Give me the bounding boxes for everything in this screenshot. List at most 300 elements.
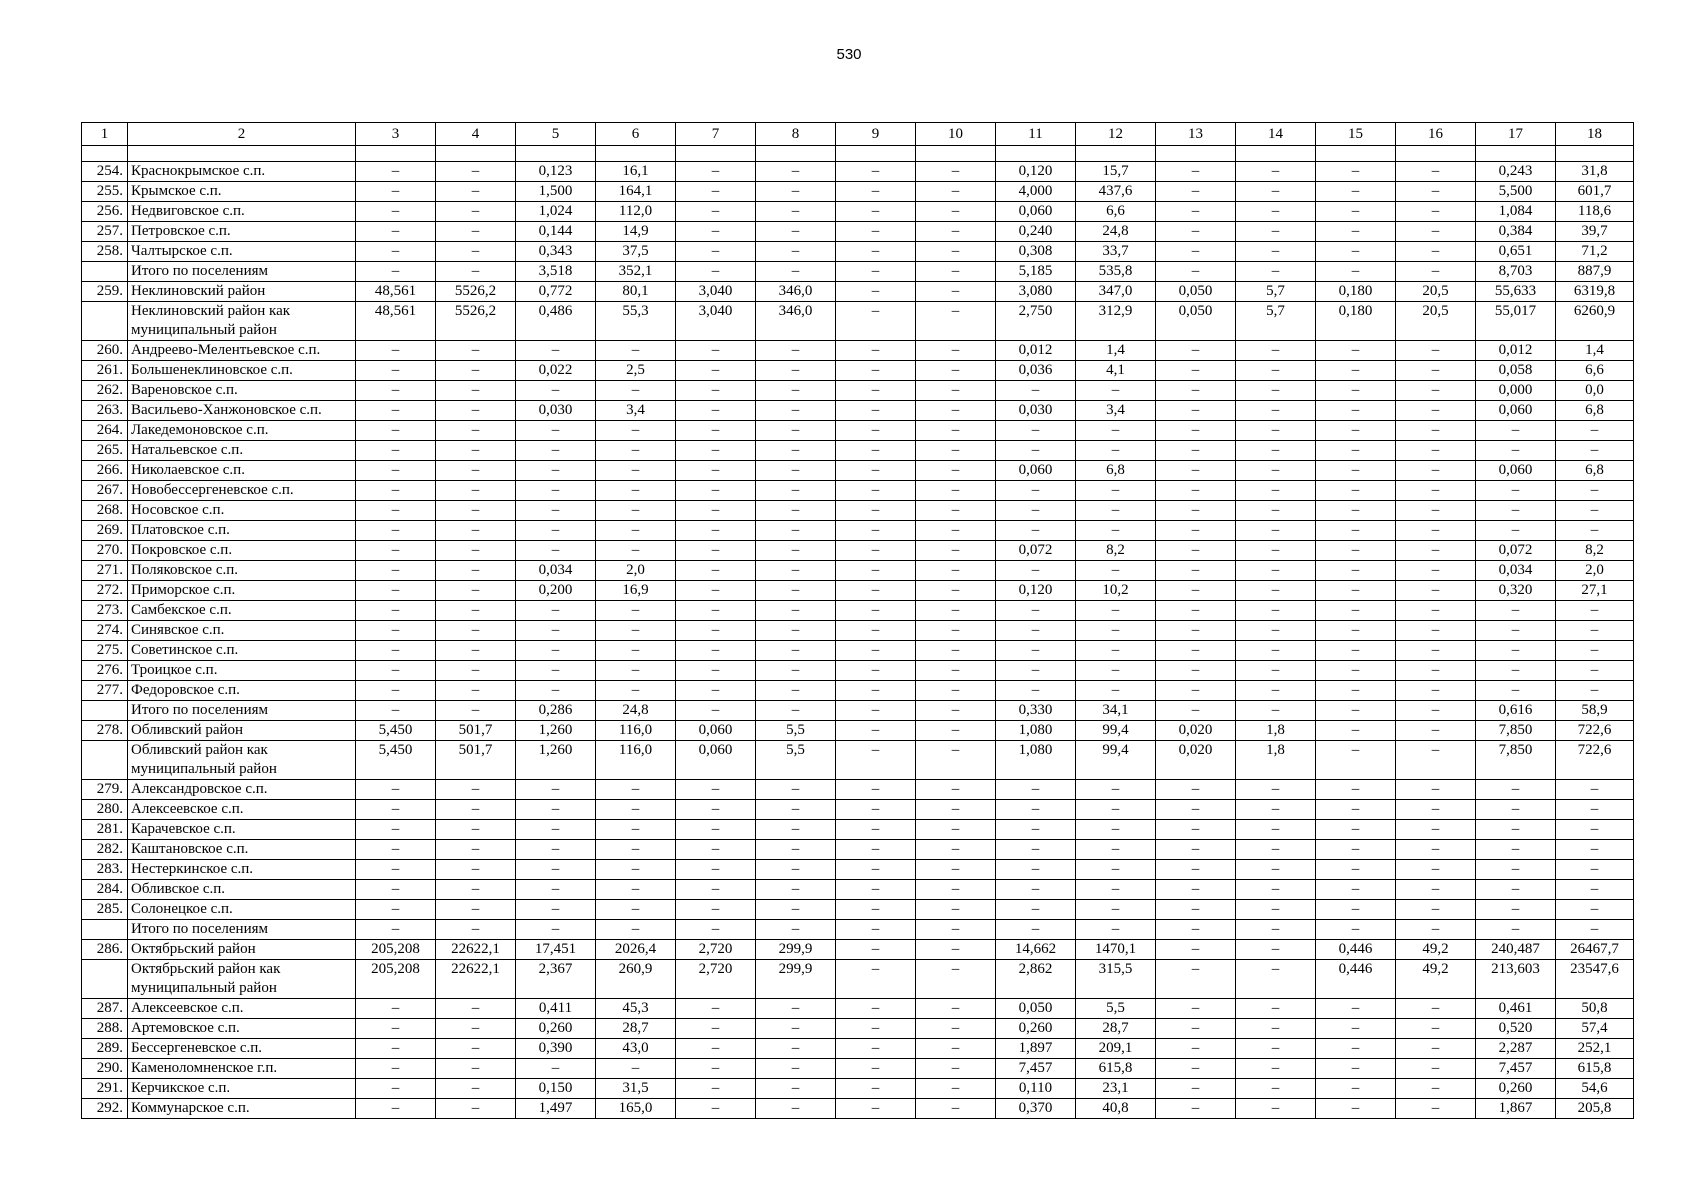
row-number: 257. xyxy=(82,222,128,242)
cell-col-18: – xyxy=(1556,920,1634,940)
cell-col-17: 55,017 xyxy=(1476,302,1556,341)
cell-col-3: – xyxy=(356,441,436,461)
separator-row xyxy=(82,146,1634,162)
cell-col-16: – xyxy=(1396,501,1476,521)
cell-col-10: – xyxy=(916,521,996,541)
table-row xyxy=(82,800,1634,820)
cell-col-5: 0,390 xyxy=(516,1039,596,1059)
cell-col-12: 1470,1 xyxy=(1076,940,1156,960)
cell-col-5: – xyxy=(516,900,596,920)
cell-col-13: – xyxy=(1156,601,1236,621)
cell-col-13: – xyxy=(1156,481,1236,501)
cell-col-16: – xyxy=(1396,880,1476,900)
row-number: 278. xyxy=(82,721,128,741)
cell-col-14: – xyxy=(1236,461,1316,481)
cell-col-9: – xyxy=(836,1099,916,1119)
row-number: 266. xyxy=(82,461,128,481)
column-header-18: 18 xyxy=(1556,123,1634,146)
cell-col-6: 164,1 xyxy=(596,182,676,202)
cell-col-17: 5,500 xyxy=(1476,182,1556,202)
row-name: Андреево-Мелентьевское с.п. xyxy=(128,341,356,361)
cell-col-17: 0,060 xyxy=(1476,401,1556,421)
cell-col-4: – xyxy=(436,421,516,441)
cell-col-5: 0,772 xyxy=(516,282,596,302)
cell-col-3: – xyxy=(356,900,436,920)
cell-col-16: – xyxy=(1396,661,1476,681)
cell-col-15: – xyxy=(1316,1099,1396,1119)
cell-col-9: – xyxy=(836,541,916,561)
separator-cell xyxy=(128,146,356,162)
cell-col-10: – xyxy=(916,721,996,741)
cell-col-17: 1,084 xyxy=(1476,202,1556,222)
cell-col-8: 299,9 xyxy=(756,960,836,999)
row-name: Каменоломненское г.п. xyxy=(128,1059,356,1079)
cell-col-15: – xyxy=(1316,681,1396,701)
row-number: 260. xyxy=(82,341,128,361)
cell-col-15: – xyxy=(1316,721,1396,741)
row-number: 254. xyxy=(82,162,128,182)
cell-col-18: 54,6 xyxy=(1556,1079,1634,1099)
cell-col-3: – xyxy=(356,202,436,222)
cell-col-17: 8,703 xyxy=(1476,262,1556,282)
cell-col-11: 0,072 xyxy=(996,541,1076,561)
cell-col-6: 112,0 xyxy=(596,202,676,222)
cell-col-16: – xyxy=(1396,621,1476,641)
cell-col-13: 0,050 xyxy=(1156,282,1236,302)
cell-col-10: – xyxy=(916,820,996,840)
cell-col-15: – xyxy=(1316,1079,1396,1099)
cell-col-8: – xyxy=(756,780,836,800)
row-number: 267. xyxy=(82,481,128,501)
cell-col-3: – xyxy=(356,361,436,381)
cell-col-6: – xyxy=(596,421,676,441)
cell-col-17: 240,487 xyxy=(1476,940,1556,960)
cell-col-13: – xyxy=(1156,621,1236,641)
cell-col-18: 26467,7 xyxy=(1556,940,1634,960)
cell-col-17: – xyxy=(1476,900,1556,920)
cell-col-12: 3,4 xyxy=(1076,401,1156,421)
cell-col-18: 1,4 xyxy=(1556,341,1634,361)
cell-col-13: – xyxy=(1156,521,1236,541)
cell-col-8: – xyxy=(756,840,836,860)
cell-col-17: 0,384 xyxy=(1476,222,1556,242)
cell-col-9: – xyxy=(836,162,916,182)
cell-col-3: – xyxy=(356,581,436,601)
cell-col-16: – xyxy=(1396,162,1476,182)
cell-col-10: – xyxy=(916,1099,996,1119)
cell-col-8: 5,5 xyxy=(756,721,836,741)
cell-col-4: – xyxy=(436,361,516,381)
cell-col-13: – xyxy=(1156,1079,1236,1099)
column-header-11: 11 xyxy=(996,123,1076,146)
cell-col-11: 0,330 xyxy=(996,701,1076,721)
cell-col-15: – xyxy=(1316,401,1396,421)
row-number: 258. xyxy=(82,242,128,262)
cell-col-11: – xyxy=(996,880,1076,900)
cell-col-3: – xyxy=(356,880,436,900)
row-number xyxy=(82,262,128,282)
cell-col-18: – xyxy=(1556,621,1634,641)
cell-col-17: – xyxy=(1476,521,1556,541)
cell-col-12: 40,8 xyxy=(1076,1099,1156,1119)
cell-col-16: – xyxy=(1396,341,1476,361)
row-name: Итого по поселениям xyxy=(128,701,356,721)
separator-cell xyxy=(82,146,128,162)
cell-col-17: – xyxy=(1476,421,1556,441)
cell-col-7: 2,720 xyxy=(676,960,756,999)
cell-col-10: – xyxy=(916,940,996,960)
cell-col-16: – xyxy=(1396,222,1476,242)
cell-col-7: – xyxy=(676,521,756,541)
cell-col-14: – xyxy=(1236,621,1316,641)
cell-col-6: – xyxy=(596,601,676,621)
cell-col-3: – xyxy=(356,481,436,501)
cell-col-11: – xyxy=(996,920,1076,940)
cell-col-16: – xyxy=(1396,900,1476,920)
cell-col-3: – xyxy=(356,381,436,401)
cell-col-10: – xyxy=(916,162,996,182)
cell-col-17: 2,287 xyxy=(1476,1039,1556,1059)
row-name: Петровское с.п. xyxy=(128,222,356,242)
cell-col-4: 22622,1 xyxy=(436,940,516,960)
cell-col-14: – xyxy=(1236,182,1316,202)
cell-col-3: – xyxy=(356,461,436,481)
cell-col-14: – xyxy=(1236,1019,1316,1039)
cell-col-6: – xyxy=(596,621,676,641)
table-row xyxy=(82,581,1634,601)
cell-col-17: – xyxy=(1476,661,1556,681)
cell-col-9: – xyxy=(836,581,916,601)
cell-col-8: – xyxy=(756,1099,836,1119)
cell-col-12: – xyxy=(1076,501,1156,521)
table-row xyxy=(82,341,1634,361)
cell-col-6: 16,1 xyxy=(596,162,676,182)
cell-col-8: – xyxy=(756,162,836,182)
row-name: Итого по поселениям xyxy=(128,920,356,940)
cell-col-17: 0,461 xyxy=(1476,999,1556,1019)
table-row xyxy=(82,999,1634,1019)
column-header-1: 1 xyxy=(82,123,128,146)
row-number: 275. xyxy=(82,641,128,661)
cell-col-11: – xyxy=(996,621,1076,641)
cell-col-9: – xyxy=(836,1059,916,1079)
cell-col-15: – xyxy=(1316,701,1396,721)
cell-col-15: – xyxy=(1316,741,1396,780)
cell-col-15: 0,446 xyxy=(1316,960,1396,999)
cell-col-10: – xyxy=(916,999,996,1019)
cell-col-5: 0,343 xyxy=(516,242,596,262)
cell-col-10: – xyxy=(916,601,996,621)
cell-col-7: – xyxy=(676,1099,756,1119)
cell-col-18: – xyxy=(1556,441,1634,461)
table-row xyxy=(82,621,1634,641)
cell-col-6: – xyxy=(596,501,676,521)
table-body xyxy=(82,146,1634,1119)
cell-col-18: 58,9 xyxy=(1556,701,1634,721)
separator-cell xyxy=(756,146,836,162)
cell-col-7: – xyxy=(676,840,756,860)
cell-col-8: – xyxy=(756,681,836,701)
table-row xyxy=(82,262,1634,282)
cell-col-14: – xyxy=(1236,1059,1316,1079)
cell-col-5: 0,286 xyxy=(516,701,596,721)
cell-col-3: 205,208 xyxy=(356,960,436,999)
cell-col-15: – xyxy=(1316,581,1396,601)
cell-col-14: – xyxy=(1236,860,1316,880)
cell-col-8: – xyxy=(756,661,836,681)
cell-col-9: – xyxy=(836,302,916,341)
cell-col-9: – xyxy=(836,1079,916,1099)
table-row xyxy=(82,521,1634,541)
cell-col-9: – xyxy=(836,501,916,521)
cell-col-13: – xyxy=(1156,381,1236,401)
cell-col-11: – xyxy=(996,681,1076,701)
cell-col-12: 34,1 xyxy=(1076,701,1156,721)
cell-col-4: – xyxy=(436,242,516,262)
cell-col-3: – xyxy=(356,860,436,880)
cell-col-6: – xyxy=(596,381,676,401)
table-row xyxy=(82,461,1634,481)
cell-col-3: – xyxy=(356,341,436,361)
cell-col-4: – xyxy=(436,1059,516,1079)
table-row xyxy=(82,1079,1634,1099)
cell-col-3: – xyxy=(356,222,436,242)
cell-col-18: 601,7 xyxy=(1556,182,1634,202)
table-row xyxy=(82,661,1634,681)
cell-col-9: – xyxy=(836,940,916,960)
cell-col-3: – xyxy=(356,621,436,641)
cell-col-10: – xyxy=(916,282,996,302)
cell-col-7: – xyxy=(676,581,756,601)
cell-col-6: 55,3 xyxy=(596,302,676,341)
cell-col-10: – xyxy=(916,1039,996,1059)
cell-col-4: – xyxy=(436,162,516,182)
cell-col-9: – xyxy=(836,182,916,202)
cell-col-14: – xyxy=(1236,780,1316,800)
cell-col-7: – xyxy=(676,820,756,840)
cell-col-5: 0,022 xyxy=(516,361,596,381)
cell-col-17: 0,243 xyxy=(1476,162,1556,182)
cell-col-12: – xyxy=(1076,601,1156,621)
cell-col-9: – xyxy=(836,721,916,741)
cell-col-10: – xyxy=(916,1079,996,1099)
cell-col-7: – xyxy=(676,262,756,282)
cell-col-14: – xyxy=(1236,581,1316,601)
cell-col-12: 99,4 xyxy=(1076,741,1156,780)
cell-col-8: 346,0 xyxy=(756,302,836,341)
cell-col-8: 5,5 xyxy=(756,741,836,780)
cell-col-9: – xyxy=(836,860,916,880)
cell-col-6: 352,1 xyxy=(596,262,676,282)
cell-col-6: 28,7 xyxy=(596,1019,676,1039)
cell-col-11: 7,457 xyxy=(996,1059,1076,1079)
cell-col-16: – xyxy=(1396,1059,1476,1079)
cell-col-15: 0,446 xyxy=(1316,940,1396,960)
cell-col-4: 501,7 xyxy=(436,721,516,741)
cell-col-11: 0,050 xyxy=(996,999,1076,1019)
cell-col-4: – xyxy=(436,222,516,242)
cell-col-14: – xyxy=(1236,541,1316,561)
cell-col-6: 2,0 xyxy=(596,561,676,581)
row-name: Натальевское с.п. xyxy=(128,441,356,461)
cell-col-7: – xyxy=(676,681,756,701)
cell-col-13: – xyxy=(1156,860,1236,880)
cell-col-12: – xyxy=(1076,421,1156,441)
cell-col-16: – xyxy=(1396,521,1476,541)
cell-col-9: – xyxy=(836,741,916,780)
cell-col-4: – xyxy=(436,1099,516,1119)
cell-col-10: – xyxy=(916,920,996,940)
cell-col-8: – xyxy=(756,262,836,282)
cell-col-10: – xyxy=(916,222,996,242)
page-number: 530 xyxy=(836,46,862,63)
cell-col-13: – xyxy=(1156,461,1236,481)
cell-col-15: – xyxy=(1316,641,1396,661)
cell-col-18: 6260,9 xyxy=(1556,302,1634,341)
cell-col-7: 0,060 xyxy=(676,721,756,741)
cell-col-12: 24,8 xyxy=(1076,222,1156,242)
separator-cell xyxy=(916,146,996,162)
cell-col-6: – xyxy=(596,920,676,940)
cell-col-12: – xyxy=(1076,561,1156,581)
cell-col-10: – xyxy=(916,681,996,701)
cell-col-6: 14,9 xyxy=(596,222,676,242)
cell-col-14: – xyxy=(1236,641,1316,661)
cell-col-7: – xyxy=(676,999,756,1019)
row-name: Алексеевское с.п. xyxy=(128,800,356,820)
cell-col-5: 0,260 xyxy=(516,1019,596,1039)
cell-col-5: – xyxy=(516,1059,596,1079)
cell-col-7: 3,040 xyxy=(676,282,756,302)
cell-col-4: – xyxy=(436,262,516,282)
cell-col-3: – xyxy=(356,1099,436,1119)
cell-col-6: – xyxy=(596,880,676,900)
cell-col-4: – xyxy=(436,920,516,940)
separator-cell xyxy=(596,146,676,162)
cell-col-12: 15,7 xyxy=(1076,162,1156,182)
separator-cell xyxy=(996,146,1076,162)
cell-col-4: – xyxy=(436,661,516,681)
cell-col-4: – xyxy=(436,461,516,481)
cell-col-18: 205,8 xyxy=(1556,1099,1634,1119)
row-number: 284. xyxy=(82,880,128,900)
cell-col-8: – xyxy=(756,521,836,541)
table-row xyxy=(82,641,1634,661)
cell-col-6: – xyxy=(596,461,676,481)
cell-col-18: 887,9 xyxy=(1556,262,1634,282)
cell-col-17: – xyxy=(1476,621,1556,641)
row-name: Карачевское с.п. xyxy=(128,820,356,840)
cell-col-10: – xyxy=(916,401,996,421)
cell-col-18: 6,8 xyxy=(1556,461,1634,481)
row-number: 261. xyxy=(82,361,128,381)
cell-col-4: – xyxy=(436,561,516,581)
cell-col-13: – xyxy=(1156,900,1236,920)
cell-col-8: – xyxy=(756,601,836,621)
cell-col-11: – xyxy=(996,381,1076,401)
cell-col-4: – xyxy=(436,341,516,361)
cell-col-4: – xyxy=(436,1079,516,1099)
row-number: 277. xyxy=(82,681,128,701)
cell-col-8: – xyxy=(756,202,836,222)
cell-col-4: – xyxy=(436,501,516,521)
row-number xyxy=(82,741,128,780)
table-row xyxy=(82,1059,1634,1079)
separator-cell xyxy=(356,146,436,162)
cell-col-8: – xyxy=(756,621,836,641)
row-name: Платовское с.п. xyxy=(128,521,356,541)
cell-col-14: – xyxy=(1236,561,1316,581)
cell-col-6: 260,9 xyxy=(596,960,676,999)
cell-col-9: – xyxy=(836,401,916,421)
cell-col-11: 3,080 xyxy=(996,282,1076,302)
table-row xyxy=(82,741,1634,780)
cell-col-16: – xyxy=(1396,461,1476,481)
cell-col-18: – xyxy=(1556,860,1634,880)
cell-col-13: – xyxy=(1156,162,1236,182)
column-header-15: 15 xyxy=(1316,123,1396,146)
cell-col-5: 0,200 xyxy=(516,581,596,601)
cell-col-14: – xyxy=(1236,940,1316,960)
row-name: Новобессергеневское с.п. xyxy=(128,481,356,501)
cell-col-18: – xyxy=(1556,601,1634,621)
cell-col-11: 4,000 xyxy=(996,182,1076,202)
cell-col-14: – xyxy=(1236,381,1316,401)
cell-col-15: – xyxy=(1316,361,1396,381)
cell-col-3: – xyxy=(356,820,436,840)
cell-col-16: – xyxy=(1396,242,1476,262)
cell-col-6: 45,3 xyxy=(596,999,676,1019)
cell-col-3: – xyxy=(356,661,436,681)
table-row xyxy=(82,282,1634,302)
cell-col-7: – xyxy=(676,182,756,202)
cell-col-7: – xyxy=(676,920,756,940)
column-header-8: 8 xyxy=(756,123,836,146)
cell-col-3: – xyxy=(356,701,436,721)
cell-col-11: – xyxy=(996,800,1076,820)
row-name: Чалтырское с.п. xyxy=(128,242,356,262)
cell-col-4: – xyxy=(436,441,516,461)
cell-col-12: – xyxy=(1076,641,1156,661)
cell-col-4: – xyxy=(436,820,516,840)
cell-col-9: – xyxy=(836,441,916,461)
cell-col-3: – xyxy=(356,800,436,820)
cell-col-3: – xyxy=(356,780,436,800)
cell-col-16: – xyxy=(1396,361,1476,381)
cell-col-12: 10,2 xyxy=(1076,581,1156,601)
cell-col-13: – xyxy=(1156,242,1236,262)
cell-col-13: – xyxy=(1156,880,1236,900)
row-number: 264. xyxy=(82,421,128,441)
cell-col-5: – xyxy=(516,541,596,561)
cell-col-5: – xyxy=(516,481,596,501)
row-name: Самбекское с.п. xyxy=(128,601,356,621)
cell-col-9: – xyxy=(836,1019,916,1039)
cell-col-15: – xyxy=(1316,900,1396,920)
cell-col-5: 0,034 xyxy=(516,561,596,581)
table-row xyxy=(82,1019,1634,1039)
table-row xyxy=(82,401,1634,421)
cell-col-18: 0,0 xyxy=(1556,381,1634,401)
cell-col-9: – xyxy=(836,1039,916,1059)
cell-col-15: – xyxy=(1316,800,1396,820)
cell-col-6: 16,9 xyxy=(596,581,676,601)
cell-col-15: – xyxy=(1316,441,1396,461)
cell-col-18: – xyxy=(1556,481,1634,501)
cell-col-8: – xyxy=(756,222,836,242)
cell-col-7: – xyxy=(676,641,756,661)
cell-col-5: 1,260 xyxy=(516,721,596,741)
